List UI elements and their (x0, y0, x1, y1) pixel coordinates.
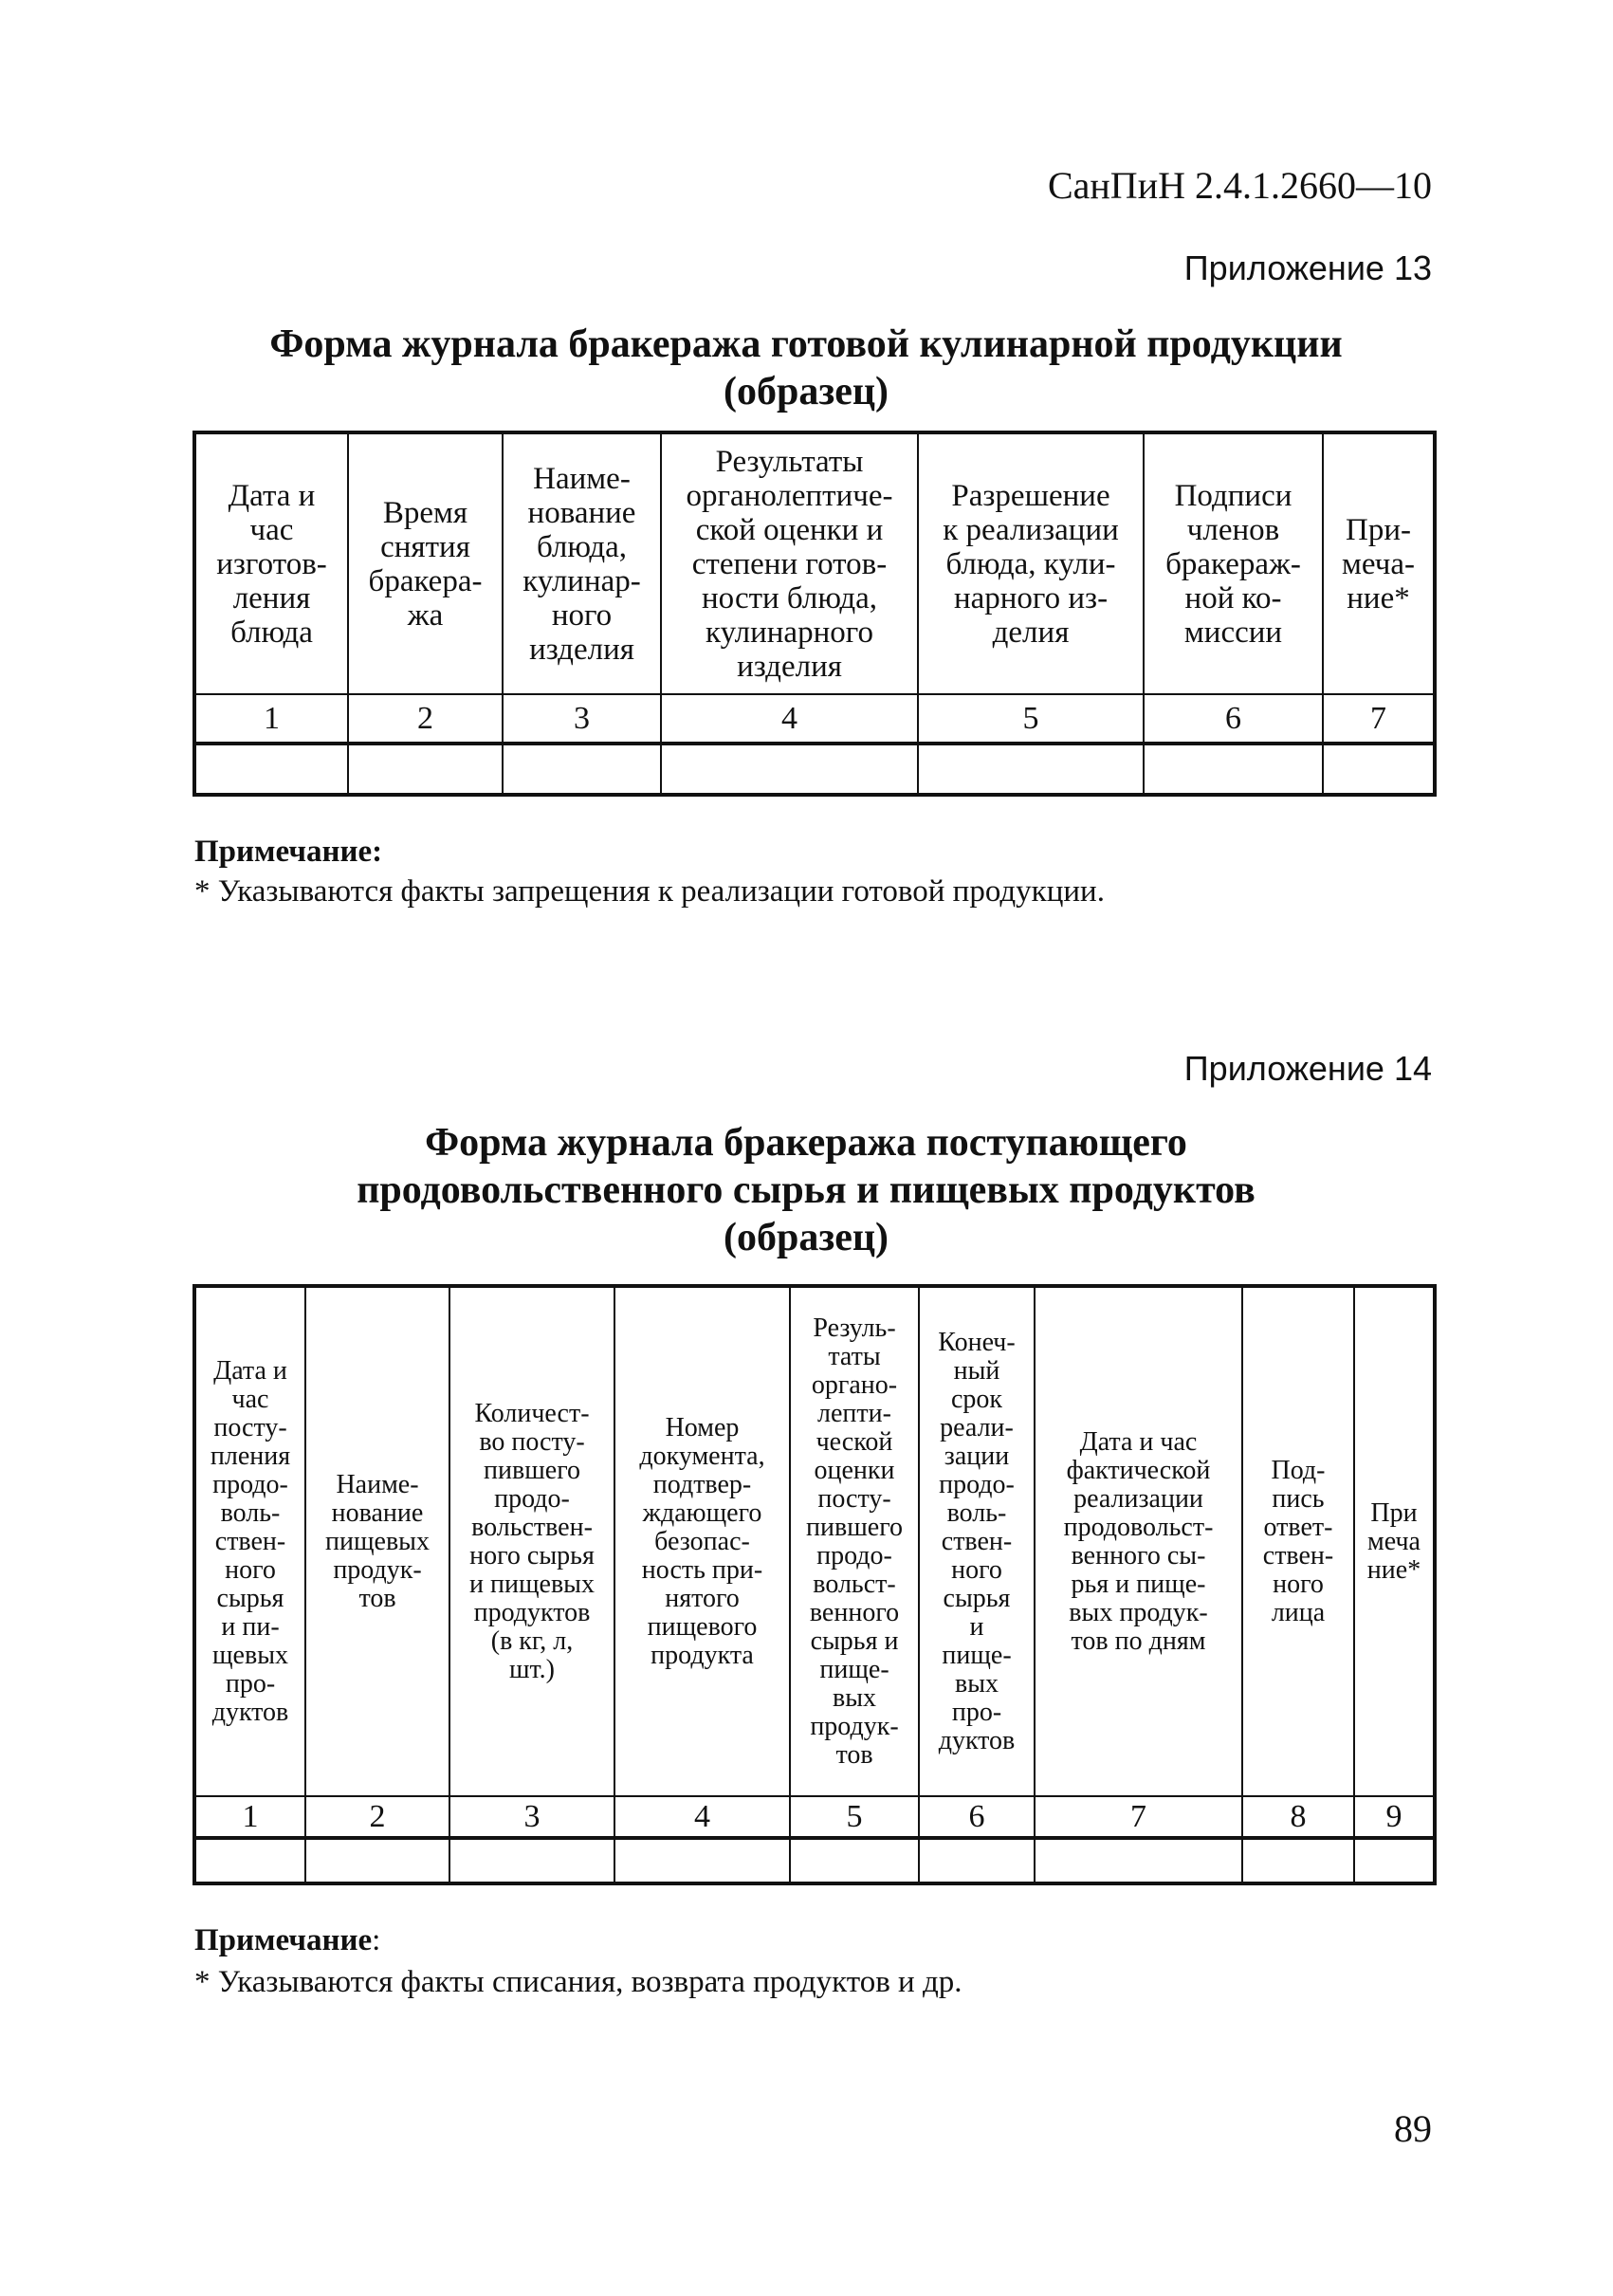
appendix-14-title (142, 1119, 1470, 1261)
appendix-14-title-line-1: Форма журнала бракеража поступающего (425, 1121, 1187, 1165)
appendix-13-number-row (194, 694, 1435, 744)
column-header: Количест- во посту- пившего продо- вольствен- ного сырья и пищевых продуктов (в кг, л, шт.) (449, 1286, 614, 1796)
appendix-14-number-row (194, 1796, 1435, 1838)
column-number: 9 (1354, 1796, 1435, 1838)
empty-cell (1242, 1838, 1354, 1883)
appendix-14-note-heading: Примечание (194, 1923, 373, 1957)
column-number: 1 (194, 694, 348, 744)
appendix-14-empty-row (194, 1838, 1435, 1883)
column-number: 7 (1035, 1796, 1242, 1838)
appendix-14-header-row (194, 1286, 1435, 1796)
column-header: При меча ние* (1354, 1286, 1435, 1796)
empty-cell (449, 1838, 614, 1883)
empty-cell (503, 744, 661, 795)
column-number: 8 (1242, 1796, 1354, 1838)
column-number: 5 (790, 1796, 919, 1838)
column-number: 4 (614, 1796, 790, 1838)
empty-cell (194, 1838, 305, 1883)
column-number: 1 (194, 1796, 305, 1838)
column-number: 7 (1323, 694, 1435, 744)
column-header: Резуль- таты органо- лепти- ческой оценки посту- пившего продо- вольст- венного сырья и пище- вых продук- тов (790, 1286, 919, 1796)
column-header: Дата и час изготов- ления блюда (194, 432, 348, 694)
appendix-13-table (192, 431, 1437, 797)
appendix-13-header-row (194, 432, 1435, 694)
column-number: 3 (503, 694, 661, 744)
appendix-13-empty-row (194, 744, 1435, 795)
empty-cell (1035, 1838, 1242, 1883)
appendix-13-title-line-2: (образец) (723, 370, 889, 413)
empty-cell (1323, 744, 1435, 795)
appendix-13-label: Приложение 13 (1183, 248, 1432, 287)
column-header: Наиме- нование блюда, кулинар- ного изделия (503, 432, 661, 694)
appendix-14-table (192, 1284, 1437, 1885)
empty-cell (790, 1838, 919, 1883)
appendix-13-note-heading: Примечание: (194, 835, 383, 869)
appendix-13-note-text: * Указываются факты запрещения к реализации готовой продукции. (194, 874, 1105, 909)
column-number: 6 (1144, 694, 1323, 744)
column-header: Разрешение к реализации блюда, кули- нарного из- делия (918, 432, 1144, 694)
column-header: Номер документа, подтвер- ждающего безопас- ность при- нятого пищевого продукта (614, 1286, 790, 1796)
column-number: 4 (661, 694, 918, 744)
column-number: 2 (348, 694, 503, 744)
appendix-14-label: Приложение 14 (1183, 1049, 1432, 1088)
empty-cell (194, 744, 348, 795)
empty-cell (348, 744, 503, 795)
column-number: 2 (305, 1796, 449, 1838)
document-code: СанПиН 2.4.1.2660—10 (1047, 164, 1432, 207)
column-header: Конеч- ный срок реали- зации продо- воль- ствен- ного сырья и пище- вых про- дуктов (919, 1286, 1035, 1796)
column-header: Время снятия бракера- жа (348, 432, 503, 694)
empty-cell (305, 1838, 449, 1883)
empty-cell (1144, 744, 1323, 795)
column-header: Дата и час посту- пления продо- воль- ствен- ного сырья и пи- щевых про- дуктов (194, 1286, 305, 1796)
empty-cell (919, 1838, 1035, 1883)
empty-cell (614, 1838, 790, 1883)
empty-cell (661, 744, 918, 795)
column-header: Результаты органолептиче- ской оценки и степени готов- ности блюда, кулинарного изделия (661, 432, 918, 694)
appendix-14-note-text: * Указываются факты списания, возврата продуктов и др. (194, 1965, 962, 1999)
appendix-14-note-colon: : (372, 1923, 381, 1957)
appendix-14-title-line-3: (образец) (723, 1216, 889, 1259)
column-number: 3 (449, 1796, 614, 1838)
appendix-14-note-heading-line (194, 1923, 380, 1958)
column-header: При- меча- ние* (1323, 432, 1435, 694)
page-number: 89 (1394, 2107, 1432, 2150)
column-header: Подписи членов бракераж- ной ко- миссии (1144, 432, 1323, 694)
empty-cell (918, 744, 1144, 795)
column-header: Под- пись ответ- ствен- ного лица (1242, 1286, 1354, 1796)
empty-cell (1354, 1838, 1435, 1883)
column-header: Наиме- нование пищевых продук- тов (305, 1286, 449, 1796)
appendix-14-title-line-2: продовольственного сырья и пищевых продуктов (357, 1168, 1256, 1212)
appendix-13-title (142, 321, 1470, 415)
appendix-13-title-line-1: Форма журнала бракеража готовой кулинарной продукции (269, 322, 1343, 366)
column-number: 5 (918, 694, 1144, 744)
column-number: 6 (919, 1796, 1035, 1838)
column-header: Дата и час фактической реализации продовольст- венного сы- рья и пище- вых продук- тов по дням (1035, 1286, 1242, 1796)
